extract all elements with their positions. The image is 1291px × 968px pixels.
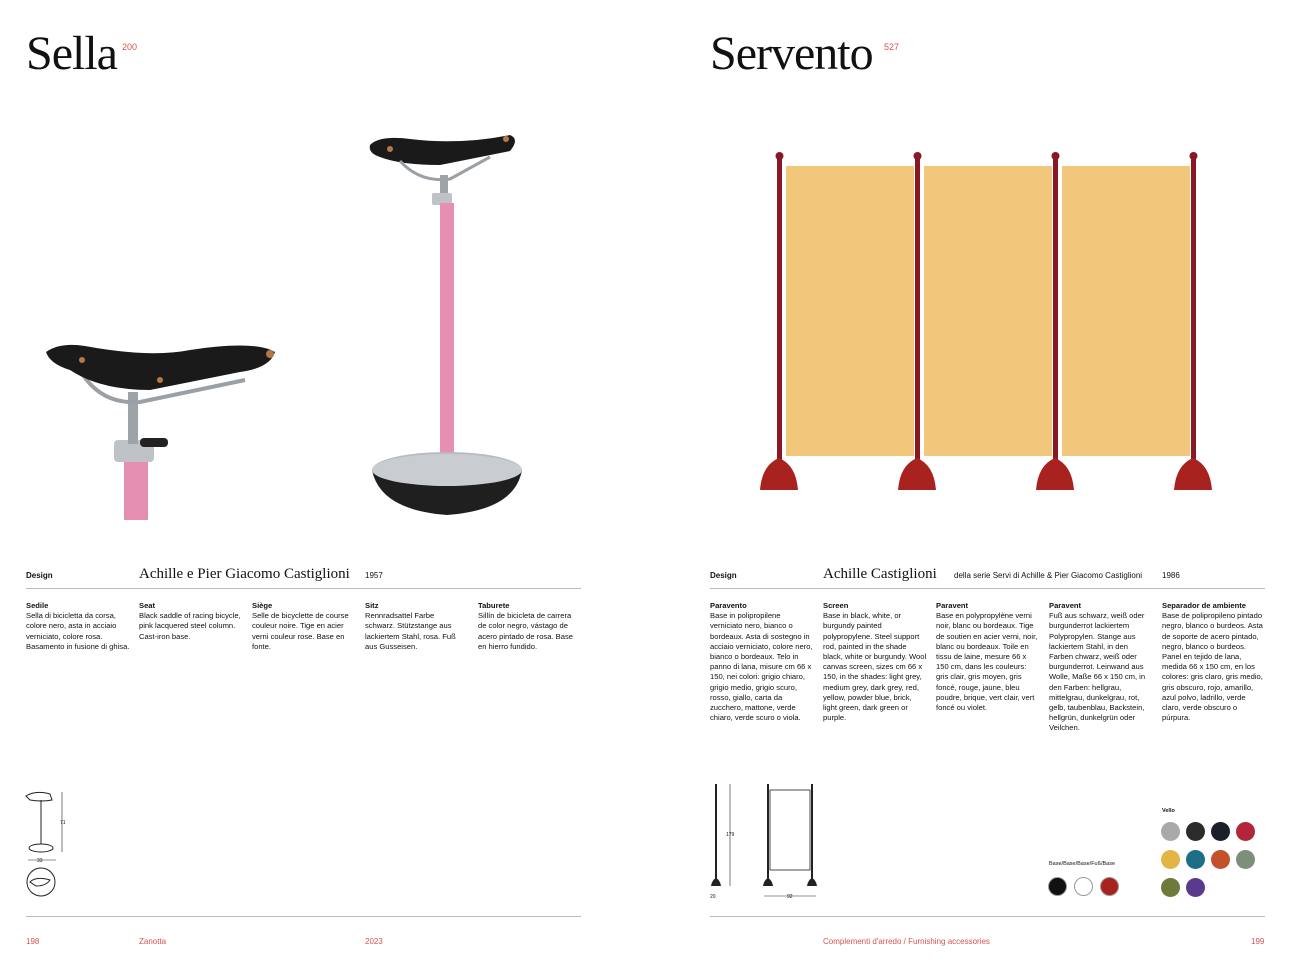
left-column-heading: Seat bbox=[139, 601, 156, 610]
right-column-heading: Screen bbox=[823, 601, 849, 610]
vello-color-swatch bbox=[1186, 878, 1205, 897]
servento-width-dim: 92 bbox=[787, 894, 793, 900]
right-column-text: Fuß aus schwarz, weiß oder burgunderrot lackiertem Polypropylen. Stange aus lackiertem Stahl, in den Farben chwarz, weiß oder burgunderrot. Leinwand aus Wolle, Maße 66 x 150 cm, in den Farben: hellgrau, mittelgrau, dunkelgrau, rot, gelb, taubenblau, Backstein, hellgrün, dunkelgrün oder Veilchen. bbox=[1049, 611, 1146, 733]
left-column-text: Black saddle of racing bicycle, pink lacquered steel column. Cast-iron base. bbox=[139, 611, 241, 641]
left-column-it bbox=[26, 601, 132, 652]
right-column-text: Base in polipropilene verniciato nero, bianco o bordeaux. Asta di sostegno in acciaio verniciato, colore nero, bianco o bordeaux. Telo in panno di lana, misure cm 66 x 150, nei colori: grigio chiaro, grigio medio, grigio scuro, rosso, giallo, carta da zucchero, mattone, verde chiaro, verde scuro o viola. bbox=[710, 611, 813, 723]
left-designer: Achille e Pier Giacomo Castiglioni bbox=[139, 566, 350, 582]
right-design-label: Design bbox=[710, 571, 737, 580]
right-column-text: Base in black, white, or burgundy painted polypropylene. Steel support rod, painted in the shade black, white or burgundy. Wool canvas screen, sizes cm 66 x 150, in the shades: light grey, medium grey, dark grey, red, yellow, powder blue, brick, light green, dark green or purple. bbox=[823, 611, 927, 723]
right-year: 1986 bbox=[1162, 571, 1180, 580]
left-column-heading: Taburete bbox=[478, 601, 510, 610]
sella-height-dim: 71 bbox=[60, 820, 66, 826]
right-column-heading: Paravent bbox=[936, 601, 969, 610]
left-ref-number: 200 bbox=[122, 42, 138, 52]
base-color-swatch bbox=[1100, 877, 1119, 896]
right-designer: Achille Castiglioni bbox=[823, 566, 937, 582]
vello-color-swatch bbox=[1161, 850, 1180, 869]
right-column-heading: Separador de ambiente bbox=[1162, 601, 1246, 610]
left-column-en bbox=[139, 601, 243, 642]
vello-color-swatch bbox=[1236, 850, 1255, 869]
right-page-number: 199 bbox=[1251, 937, 1265, 946]
right-column-en bbox=[823, 601, 927, 723]
left-year: 1957 bbox=[365, 571, 383, 580]
servento-depth-dim: 20 bbox=[710, 894, 716, 900]
left-column-fr bbox=[252, 601, 356, 652]
left-column-heading: Sedile bbox=[26, 601, 49, 610]
left-column-text: Sella di bicicletta da corsa, colore nero, asta in acciaio verniciato, colore rosa. Basamento in fusione di ghisa. bbox=[26, 611, 130, 651]
left-column-de bbox=[365, 601, 465, 652]
left-column-heading: Siège bbox=[252, 601, 273, 610]
left-page-title: Sella bbox=[26, 27, 117, 80]
right-column-es bbox=[1162, 601, 1266, 723]
left-column-text: Sillín de bicicleta de carrera de color negro, vástago de acero pintado de rosa. Base en hierro fundido. bbox=[478, 611, 573, 651]
vello-color-swatch bbox=[1211, 850, 1230, 869]
right-footer-divider bbox=[710, 916, 1265, 917]
right-column-text: Base de polipropileno pintado negro, blanco o burdeos. Asta de soporte de acero pintado, negro, blanco o burdeos. Panel en tejido de lana, medida 66 x 150 cm, en los colores: gris claro, gris medio, gris obscuro, rojo, amarillo, azul polvo, ladrillo, verde claro, verde obscuro o púrpura. bbox=[1162, 611, 1263, 723]
right-column-de bbox=[1049, 601, 1153, 734]
right-page-title: Servento bbox=[710, 27, 873, 80]
left-column-es bbox=[478, 601, 581, 652]
left-column-text: Selle de bicyclette de course couleur noire. Tige en acier verni couleur rose. Base en fonte. bbox=[252, 611, 349, 651]
right-column-heading: Paravento bbox=[710, 601, 747, 610]
vello-color-swatch bbox=[1186, 822, 1205, 841]
section-name: Complementi d'arredo / Furnishing accessories bbox=[823, 937, 990, 946]
base-swatch-label: Base/Base/Base/Fuß/Base bbox=[1049, 861, 1116, 867]
right-column-fr bbox=[936, 601, 1040, 713]
vello-color-swatch bbox=[1161, 878, 1180, 897]
servento-technical-drawing bbox=[706, 780, 826, 900]
vello-color-swatch bbox=[1186, 850, 1205, 869]
right-series: della serie Servi di Achille & Pier Giacomo Castiglioni bbox=[954, 571, 1143, 580]
sella-full-photo bbox=[360, 115, 550, 520]
servento-height-dim: 179 bbox=[726, 832, 735, 838]
vello-color-swatch bbox=[1211, 822, 1230, 841]
sella-width-dim: 33 bbox=[37, 858, 43, 864]
left-footer-divider bbox=[26, 916, 581, 917]
left-design-label: Design bbox=[26, 571, 53, 580]
vello-color-swatch bbox=[1236, 822, 1255, 841]
sella-closeup-photo bbox=[40, 330, 290, 520]
brand-name: Zanotta bbox=[139, 937, 167, 946]
left-page-number: 198 bbox=[26, 937, 40, 946]
sella-technical-drawing bbox=[22, 786, 72, 898]
right-column-heading: Paravent bbox=[1049, 601, 1082, 610]
catalog-year: 2023 bbox=[365, 937, 383, 946]
right-column-text: Base en polypropylène verni noir, blanc ou bordeaux. Tige de soutien en acier verni, noir, blanc ou bordeaux. Toile en tissu de laine, mesure 66 x 150 cm, dans les couleurs: gris clair, gris moyen, gris foncé, rouge, jaune, bleu poudre, brique, vert clair, vert foncé ou violet. bbox=[936, 611, 1038, 713]
left-column-text: Rennradsattel Farbe schwarz. Stützstange aus lackiertem Stahl, rosa. Fuß aus Gusseisen. bbox=[365, 611, 456, 651]
left-divider bbox=[26, 588, 581, 589]
base-color-swatch bbox=[1074, 877, 1093, 896]
vello-swatch-label: Vello bbox=[1162, 808, 1175, 814]
base-color-swatch bbox=[1048, 877, 1067, 896]
right-divider bbox=[710, 588, 1265, 589]
vello-color-swatch bbox=[1161, 822, 1180, 841]
servento-photo bbox=[710, 120, 1265, 525]
left-column-heading: Sitz bbox=[365, 601, 379, 610]
right-column-it bbox=[710, 601, 814, 723]
right-ref-number: 527 bbox=[884, 42, 900, 52]
